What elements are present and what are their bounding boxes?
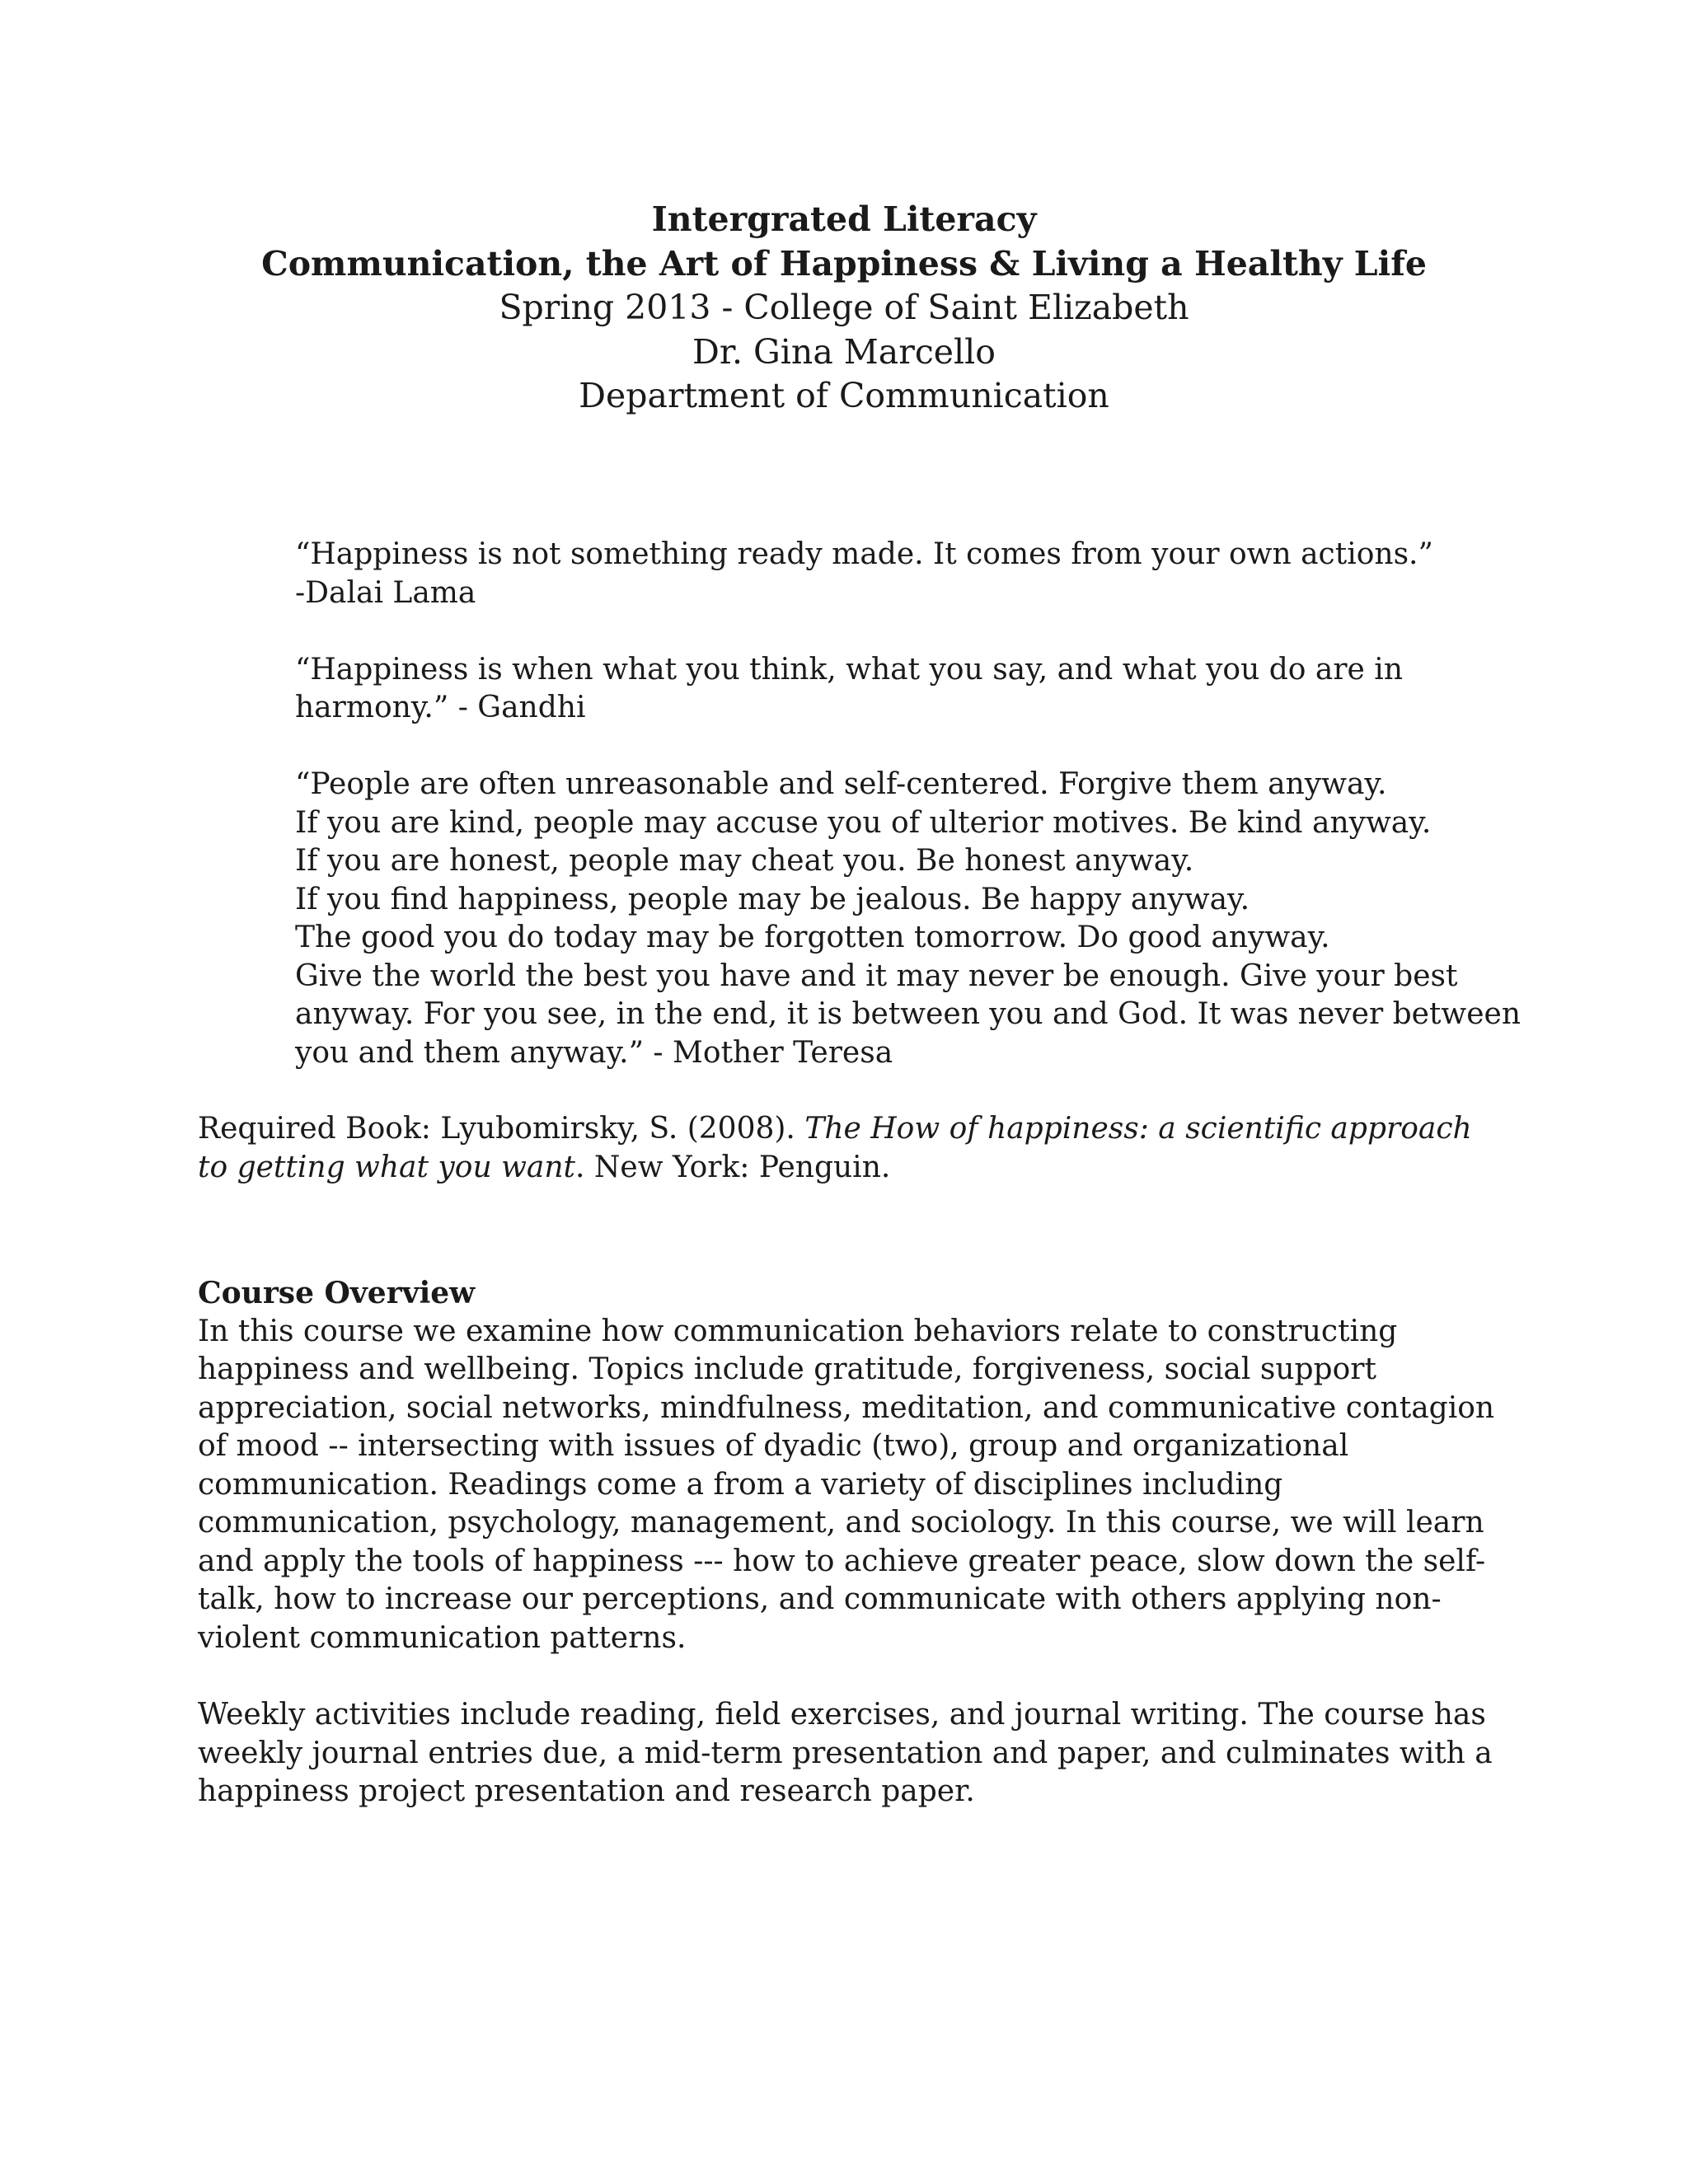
quote-line: The good you do today may be forgotten tomorrow. Do good anyway. bbox=[295, 921, 1330, 954]
syllabus-header bbox=[0, 198, 1688, 419]
required-book-suffix: . New York: Penguin. bbox=[575, 1150, 891, 1184]
quote-line: “Happiness is when what you think, what you say, and what you do are in bbox=[295, 652, 1404, 687]
overview-line: and apply the tools of happiness --- how to achieve greater peace, slow down the self- bbox=[198, 1544, 1486, 1578]
quote-line: anyway. For you see, in the end, it is between you and God. It was never between bbox=[295, 997, 1522, 1031]
course-overview-section bbox=[198, 1274, 1533, 1657]
quote-line: harmony.” - Gandhi bbox=[295, 691, 586, 724]
quote-line: you and them anyway.” - Mother Teresa bbox=[295, 1035, 893, 1070]
quote-line: “People are often unreasonable and self-centered. Forgive them anyway. bbox=[295, 767, 1387, 801]
overview-line: talk, how to increase our perceptions, and communicate with others applying non- bbox=[198, 1582, 1442, 1616]
quote-attribution: -Dalai Lama bbox=[295, 575, 476, 610]
weekly-line: weekly journal entries due, a mid-term presentation and paper, and culminates with a bbox=[198, 1736, 1493, 1770]
term-and-college: Spring 2013 - College of Saint Elizabeth bbox=[499, 288, 1189, 327]
overview-line: appreciation, social networks, mindfulness, meditation, and communicative contagion bbox=[198, 1390, 1495, 1425]
required-book-line-1 bbox=[198, 1110, 1533, 1149]
instructor-name: Dr. Gina Marcello bbox=[692, 331, 996, 372]
quote-line: If you are honest, people may cheat you. Be honest anyway. bbox=[295, 844, 1194, 878]
weekly-line: happiness project presentation and research paper. bbox=[198, 1774, 975, 1808]
overview-line: communication, psychology, management, and sociology. In this course, we will learn bbox=[198, 1506, 1484, 1540]
quote-gandhi bbox=[295, 651, 1531, 728]
course-overview-heading: Course Overview bbox=[198, 1276, 476, 1310]
book-title-part-2: to getting what you want bbox=[198, 1150, 575, 1184]
overview-line: communication. Readings come a from a variety of disciplines including bbox=[198, 1467, 1283, 1502]
quote-dalai-lama bbox=[295, 536, 1531, 612]
required-book-prefix: Required Book: Lyubomirsky, S. (2008). bbox=[198, 1112, 805, 1146]
quote-mother-teresa bbox=[295, 766, 1531, 1072]
required-book bbox=[198, 1110, 1533, 1187]
overview-line: of mood -- intersecting with issues of dyadic (two), group and organizational bbox=[198, 1429, 1349, 1463]
quote-line: Give the world the best you have and it may never be enough. Give your best bbox=[295, 958, 1458, 993]
quote-line: If you are kind, people may accuse you of ulterior motives. Be kind anyway. bbox=[295, 805, 1432, 840]
required-book-line-2 bbox=[198, 1149, 1533, 1188]
quote-line: If you find happiness, people may be jealous. Be happy anyway. bbox=[295, 882, 1250, 916]
overview-line: violent communication patterns. bbox=[198, 1620, 687, 1655]
overview-line: In this course we examine how communication behaviors relate to constructing bbox=[198, 1314, 1398, 1348]
book-title-part-1: The How of happiness: a scientific approach bbox=[804, 1112, 1472, 1146]
weekly-activities-section bbox=[198, 1696, 1533, 1811]
overview-line: happiness and wellbeing. Topics include gratitude, forgiveness, social support bbox=[198, 1352, 1376, 1386]
quote-line: “Happiness is not something ready made. It comes from your own actions.” bbox=[295, 537, 1433, 571]
course-title: Communication, the Art of Happiness & Living a Healthy Life bbox=[261, 243, 1427, 284]
weekly-line: Weekly activities include reading, field exercises, and journal writing. The course has bbox=[198, 1698, 1486, 1732]
department-name: Department of Communication bbox=[579, 376, 1109, 415]
epigraph-quotes bbox=[295, 536, 1531, 1111]
course-category-title: Intergrated Literacy bbox=[651, 199, 1037, 239]
